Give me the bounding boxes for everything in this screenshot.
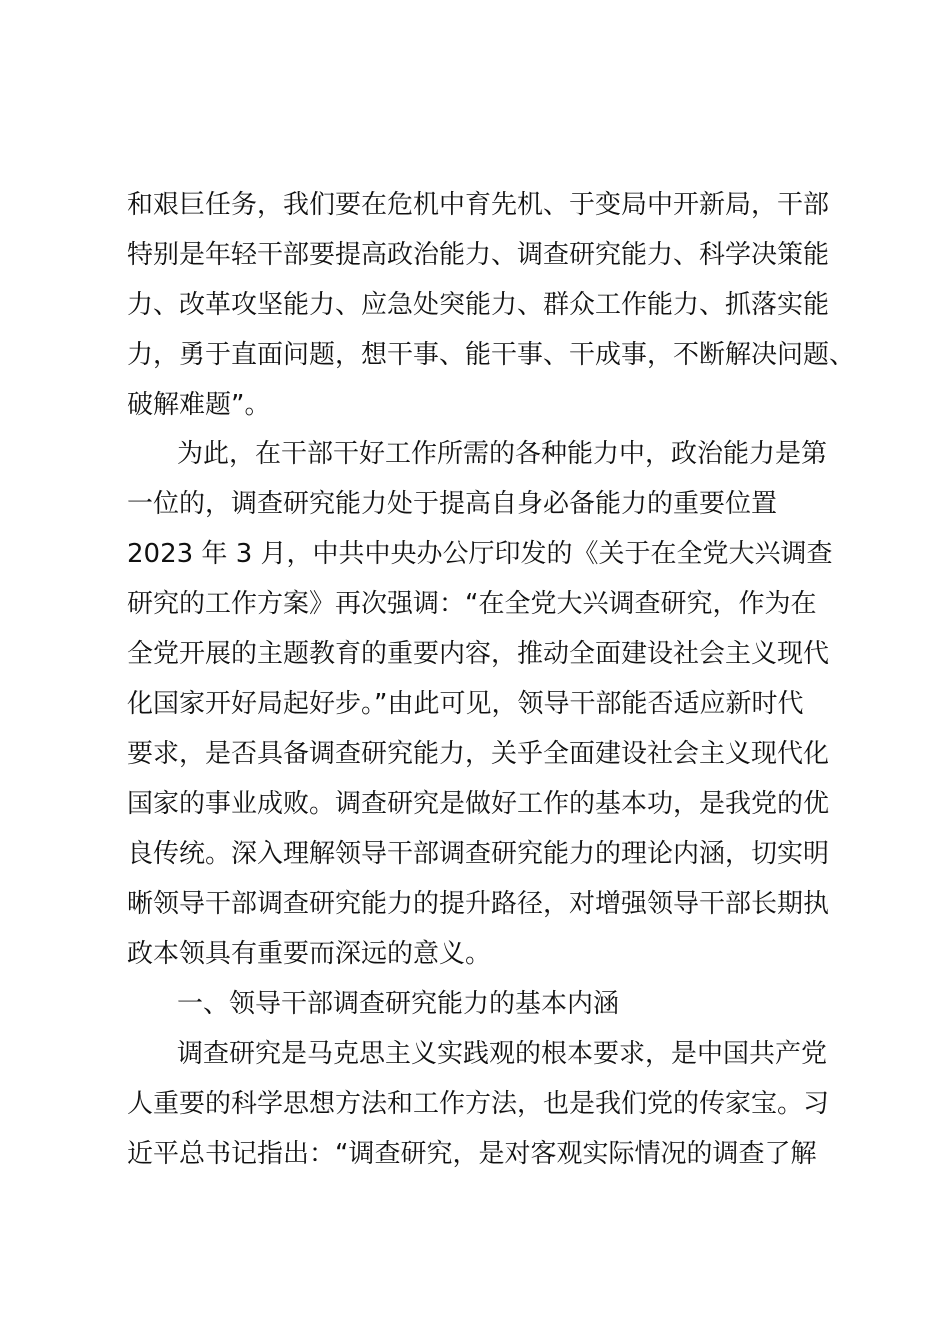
text-line: 2023 年 3 月，中共中央办公厅印发的《关于在全党大兴调查 [127,539,833,569]
text-line: 一位的，调查研究能力处于提高自身必备能力的重要位置 [127,489,778,519]
text-line: 力、改革攻坚能力、应急处突能力、群众工作能力、抓落实能 [127,290,830,320]
text-line: 化国家开好局起好步。”由此可见，领导干部能否适应新时代 [127,689,804,719]
text-line: 政本领具有重要而深远的意义。 [127,939,492,969]
text-line: 良传统。深入理解领导干部调查研究能力的理论内涵，切实明 [127,839,830,869]
text-line: 人重要的科学思想方法和工作方法，也是我们党的传家宝。习 [127,1089,830,1119]
text-line: 全党开展的主题教育的重要内容，推动全面建设社会主义现代 [127,639,830,669]
text-line: 破解难题”。 [127,390,271,420]
text-line: 和艰巨任务，我们要在危机中育先机、于变局中开新局，干部 [127,190,830,220]
text-line: 力，勇于直面问题，想干事、能干事、干成事，不断解决问题、 [127,340,856,370]
section-heading: 一、领导干部调查研究能力的基本内涵 [177,989,620,1019]
text-line: 近平总书记指出：“调查研究，是对客观实际情况的调查了解 [127,1139,817,1169]
text-line: 要求，是否具备调查研究能力，关乎全面建设社会主义现代化 [127,739,830,769]
text-line: 特别是年轻干部要提高政治能力、调查研究能力、科学决策能 [127,240,830,270]
text-line: 研究的工作方案》再次强调：“在全党大兴调查研究，作为在 [127,589,817,619]
text-line: 晰领导干部调查研究能力的提升路径，对增强领导干部长期执 [127,889,830,919]
paragraph-first-line: 调查研究是马克思主义实践观的根本要求，是中国共产党 [177,1039,828,1069]
paragraph-first-line: 为此，在干部干好工作所需的各种能力中，政治能力是第 [177,439,828,469]
text-line: 国家的事业成败。调查研究是做好工作的基本功，是我党的优 [127,789,830,819]
